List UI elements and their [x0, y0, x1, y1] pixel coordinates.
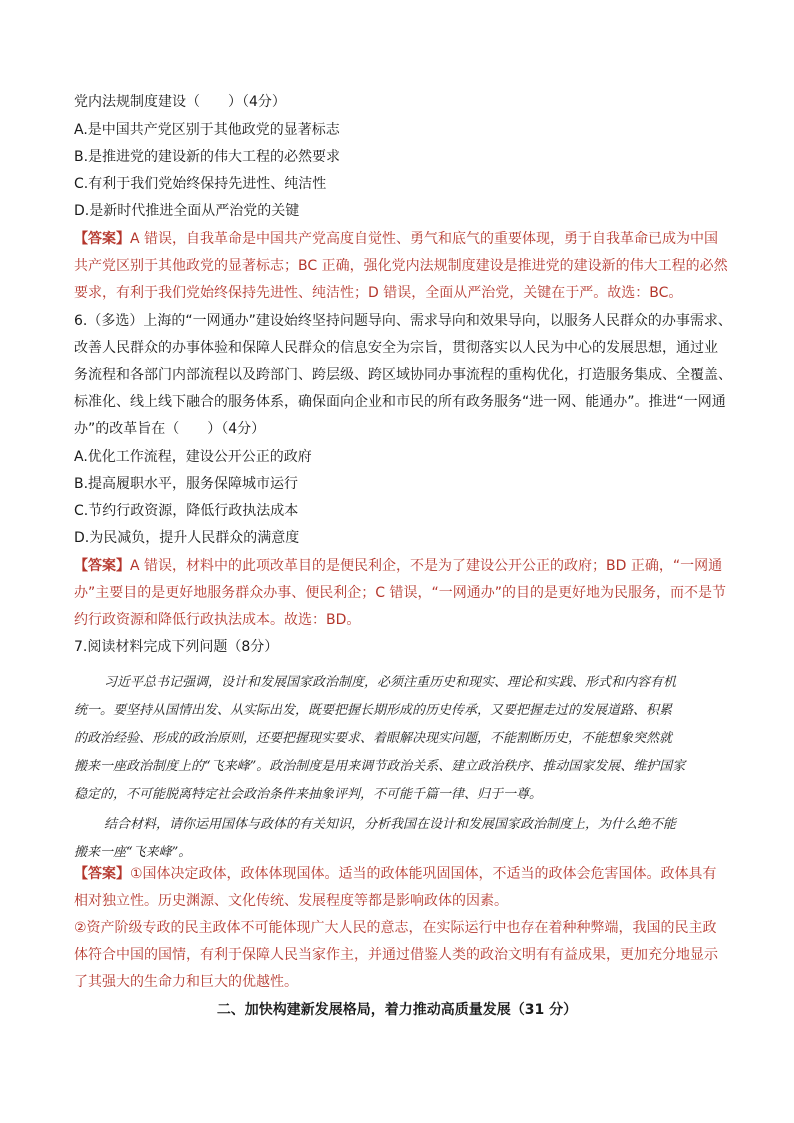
q6-stem-line-1: 6.（多选）上海的“一网通办”建设始终坚持问题导向、需求导向和效果导向，以服务人民群众的办事需求、 [74, 313, 732, 329]
q7-answer-line-1: 【答案】①国体决定政体，政体体现国体。适当的政体能巩固国体，不适当的政体会危害国体。政体具有 [74, 866, 717, 882]
q6-option-a: A.优化工作流程，建设公开公正的政府 [74, 449, 312, 465]
q5-option-a: A.是中国共产党区别于其他政党的显著标志 [74, 122, 340, 138]
q6-stem-line-3: 务流程和各部门内部流程以及跨部门、跨层级、跨区域协同办事流程的重构优化，打造服务集成、全覆盖、 [74, 367, 732, 383]
q6-answer-line-2: 办”主要目的是更好地服务群众办事、便民利企；C 错误，“一网通办”的目的是更好地为民服务，而不是节 [74, 585, 726, 601]
q5-option-c: C.有利于我们党始终保持先进性、纯洁性 [74, 176, 327, 192]
q5-option-b: B.是推进党的建设新的伟大工程的必然要求 [74, 149, 341, 165]
q7-answer-line-4: 体符合中国的国情，有利于保障人民当家作主，并通过借鉴人类的政治文明有有益成果，更加充分地显示 [74, 947, 718, 963]
q7-task-line-2: 搬来一座“飞来峰”。 [74, 845, 192, 860]
q5-answer-line-2: 共产党区别于其他政党的显著标志；BC 正确，强化党内法规制度建设是推进党的建设新的伟大工程的必然 [74, 258, 728, 274]
q5-option-d: D.是新时代推进全面从严治党的关键 [74, 203, 300, 219]
q7-stem: 7.阅读材料完成下列问题（8分） [74, 639, 279, 655]
q6-option-c: C.节约行政资源，降低行政执法成本 [74, 503, 299, 519]
q7-answer-line-3: ②资产阶级专政的民主政体不可能体现广大人民的意志，在实际运行中也存在着种种弊端，我国的民主政 [74, 920, 717, 936]
section-heading: 二、加快构建新发展格局，着力推动高质量发展（31 分） [216, 1002, 578, 1018]
q7-material-line-1: 习近平总书记强调，设计和发展国家政治制度，必须注重历史和现实、理论和实践、形式和内容有机 [104, 675, 677, 690]
q6-stem-line-4: 标准化、线上线下融合的服务体系，确保面向企业和市民的所有政务服务“进一网、能通办”。推进“一网通 [74, 394, 726, 410]
q7-material-line-3: 的政治经验、形成的政治原则，还要把握现实要求、着眼解决现实问题，不能割断历史，不能想象突然就 [74, 731, 673, 746]
q7-task-line-1: 结合材料，请你运用国体与政体的有关知识，分析我国在设计和发展国家政治制度上，为什么绝不能 [104, 817, 677, 832]
q6-answer-line-1: 【答案】A 错误，材料中的此项改革目的是便民利企，不是为了建设公开公正的政府；BD 正确，“一网通 [74, 558, 723, 574]
q7-material-line-5: 稳定的，不可能脱离特定社会政治条件来抽象评判，不可能千篇一律、归于一尊。 [74, 787, 543, 802]
answer-tag: 【答案】 [74, 558, 130, 574]
q6-stem-line-5: 办”的改革旨在（ ）（4分） [74, 421, 266, 437]
q5-answer-line-3: 要求，有利于我们党始终保持先进性、纯洁性；D 错误，全面从严治党，关键在于严。故选：BC。 [74, 285, 683, 301]
q6-answer-line-3: 约行政资源和降低行政执法成本。故选：BD。 [74, 612, 361, 628]
q5-stem: 党内法规制度建设（ ）（4分） [74, 94, 286, 110]
q6-option-d: D.为民减负，提升人民群众的满意度 [74, 530, 300, 546]
q7-answer-line-2: 相对独立性。历史渊源、文化传统、发展程度等都是影响政体的因素。 [74, 893, 508, 909]
q6-stem-line-2: 改善人民群众的办事体验和保障人民群众的信息安全为宗旨，贯彻落实以人民为中心的发展思想，通过业 [74, 340, 718, 356]
q7-material-line-2: 统一。要坚持从国情出发、从实际出发，既要把握长期形成的历史传承，又要把握走过的发展道路、积累 [74, 703, 673, 718]
q5-answer-line-1: 【答案】A 错误，自我革命是中国共产党高度自觉性、勇气和底气的重要体现，勇于自我革命已成为中国 [74, 231, 719, 247]
q7-material-line-4: 搬来一座政治制度上的“飞来峰”。政治制度是用来调节政治关系、建立政治秩序、推动国家发展、维护国家 [74, 759, 686, 774]
answer-tag: 【答案】 [74, 231, 130, 247]
q6-option-b: B.提高履职水平，服务保障城市运行 [74, 476, 299, 492]
q7-answer-line-5: 了其强大的生命力和巨大的优越性。 [74, 974, 298, 990]
answer-tag: 【答案】 [74, 866, 130, 882]
